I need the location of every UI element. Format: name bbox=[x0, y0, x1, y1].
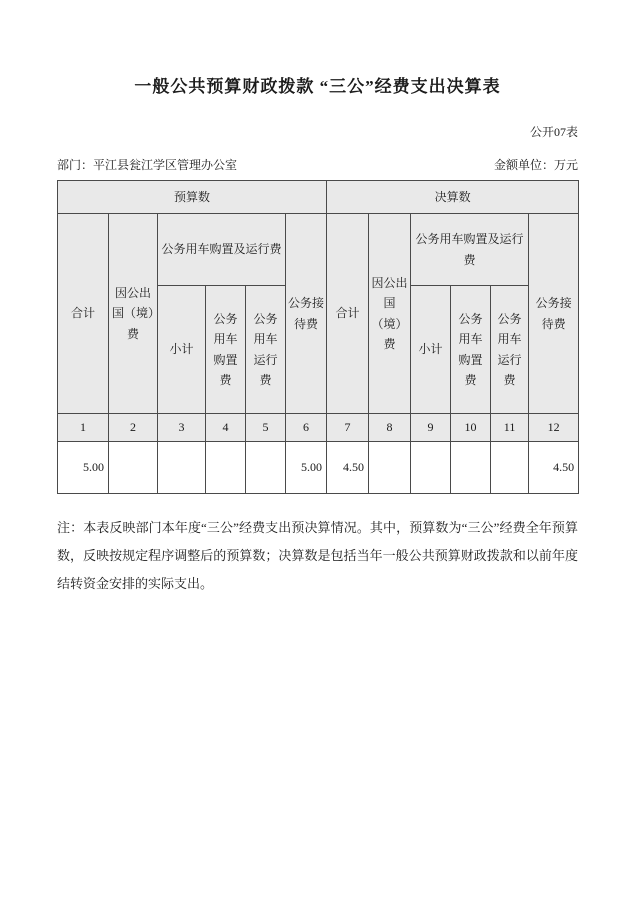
column-number-cell: 11 bbox=[491, 414, 529, 442]
value-cell-final-reception: 4.50 bbox=[529, 442, 579, 494]
column-number-cell: 5 bbox=[246, 414, 286, 442]
column-number-cell: 6 bbox=[286, 414, 327, 442]
column-number-cell: 9 bbox=[411, 414, 451, 442]
budget-total-header: 合计 bbox=[58, 214, 109, 414]
column-number-row bbox=[58, 414, 579, 442]
three-public-expense-table bbox=[57, 180, 579, 494]
budget-vehicle-purchase-header: 公务用车购置费 bbox=[206, 286, 246, 414]
column-number-cell: 2 bbox=[109, 414, 158, 442]
value-cell-budget-total: 5.00 bbox=[58, 442, 109, 494]
final-total-header: 合计 bbox=[327, 214, 369, 414]
value-cell-final-abroad bbox=[369, 442, 411, 494]
final-reception-header: 公务接待费 bbox=[529, 214, 579, 414]
final-abroad-header: 因公出国（境）费 bbox=[369, 214, 411, 414]
column-number-cell: 8 bbox=[369, 414, 411, 442]
final-vehicle-purchase-header: 公务用车购置费 bbox=[451, 286, 491, 414]
meta-row bbox=[57, 156, 578, 173]
final-vehicle-operation-header: 公务用车运行费 bbox=[491, 286, 529, 414]
value-cell-budget-subtotal bbox=[158, 442, 206, 494]
column-number-cell: 3 bbox=[158, 414, 206, 442]
value-cell-final-subtotal bbox=[411, 442, 451, 494]
table-code-label: 公开07表 bbox=[529, 125, 578, 139]
final-group-header: 决算数 bbox=[327, 181, 579, 214]
budget-subtotal-header: 小计 bbox=[158, 286, 206, 414]
column-number-cell: 4 bbox=[206, 414, 246, 442]
value-cell-final-vehicle-operation bbox=[491, 442, 529, 494]
column-number-cell: 1 bbox=[58, 414, 109, 442]
budget-vehicle-group-header: 公务用车购置及运行费 bbox=[158, 214, 286, 286]
final-vehicle-group-header: 公务用车购置及运行费 bbox=[411, 214, 529, 286]
department-label: 部门：平江县瓮江学区管理办公室 bbox=[57, 158, 238, 172]
value-cell-final-total: 4.50 bbox=[327, 442, 369, 494]
budget-group-header: 预算数 bbox=[58, 181, 327, 214]
budget-abroad-header: 因公出国（境）费 bbox=[109, 214, 158, 414]
column-number-cell: 10 bbox=[451, 414, 491, 442]
value-cell-budget-reception: 5.00 bbox=[286, 442, 327, 494]
page-title: 一般公共预算财政拨款 “三公”经费支出决算表 bbox=[134, 77, 501, 96]
final-subtotal-header: 小计 bbox=[411, 286, 451, 414]
value-cell-budget-vehicle-purchase bbox=[206, 442, 246, 494]
group-header-row bbox=[58, 181, 579, 214]
unit-label: 金额单位：万元 bbox=[493, 158, 578, 172]
value-cell-budget-vehicle-operation bbox=[246, 442, 286, 494]
column-number-cell: 7 bbox=[327, 414, 369, 442]
column-number-cell: 12 bbox=[529, 414, 579, 442]
value-cell-budget-abroad bbox=[109, 442, 158, 494]
header-row-upper bbox=[58, 214, 579, 286]
budget-reception-header: 公务接待费 bbox=[286, 214, 327, 414]
budget-vehicle-operation-header: 公务用车运行费 bbox=[246, 286, 286, 414]
data-row bbox=[58, 442, 579, 494]
note-text: 注：本表反映部门本年度“三公”经费支出预决算情况。其中，预算数为“三公”经费全年预算数，反映按规定程序调整后的预算数；决算数是包括当年一般公共预算财政拨款和以前年度结转资金安排的实际支出。 bbox=[57, 520, 578, 591]
value-cell-final-vehicle-purchase bbox=[451, 442, 491, 494]
